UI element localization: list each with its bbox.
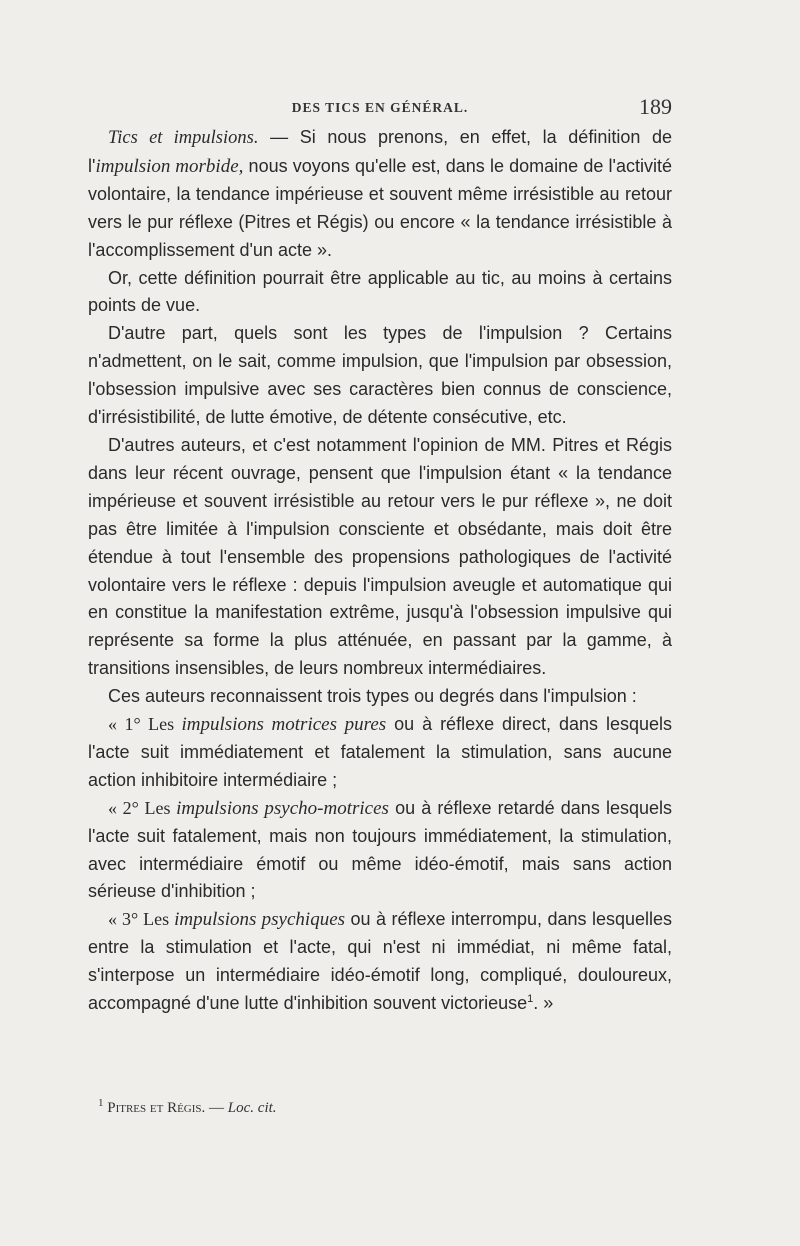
- footnote-authors: Pitres et Régis.: [107, 1100, 206, 1116]
- footnote-mark: 1: [98, 1097, 104, 1109]
- paragraph-1-text-a: — Si nous prenons, en effet, la définition de l': [88, 127, 672, 176]
- footnote-ref[interactable]: 1: [527, 993, 534, 1006]
- page-number: 189: [639, 94, 672, 119]
- paragraph-6-text: ou à réflexe direct, dans lesquels l'acte suit immédiatement et fatalement la stimulation, sans aucune action inhibitoire intermédiaire ;: [88, 714, 673, 790]
- paragraph-1: [88, 124, 672, 265]
- term-impulsion-morbide: impulsion morbide,: [95, 155, 244, 177]
- body-text: [88, 124, 672, 1018]
- footnote-ref-text: Loc. cit.: [227, 1100, 277, 1116]
- paragraph-6-lead: « 1° Les: [108, 714, 182, 735]
- paragraph-8: [88, 906, 672, 1018]
- paragraph-7-lead: « 2° Les: [108, 797, 177, 818]
- paragraph-8-text: ou à réflexe interrompu, dans lesquelles entre la stimulation et l'acte, qui n'est ni immédiat, ni même fatal, s'interpose un intermédiaire idéo-émotif long, compliqué, douloureux, accompagné d'une lutte d'inhibition souvent victorieuse: [88, 909, 673, 1014]
- footnote-dash: —: [205, 1100, 228, 1116]
- paragraph-7-text: ou à réflexe retardé dans lesquels l'acte suit fatalement, mais non toujours immédiatement, la stimulation, avec intermédiaire émotif ou même idéo-émotif, mais sans action sérieuse d'inhibition ;: [88, 797, 673, 902]
- paragraph-5: Ces auteurs reconnaissent trois types ou degrés dans l'impulsion :: [108, 686, 637, 707]
- paragraph-4: D'autres auteurs, et c'est notamment l'opinion de MM. Pitres et Régis dans leur récent ouvrage, pensent que l'impulsion étant « la tendance impérieuse et souvent irrésistible au retour vers le pur réflexe », ne doit pas être limitée à l'impulsion consciente et obsédante, mais doit être étendue à tout l'ensemble des propensions pathologiques de l'activité volontaire vers le réflexe : depuis l'impulsion aveugle et automatique qui en constitue la manifestation extrême, jusqu'à l'obsession impulsive qui représente sa forme la plus atténuée, en passant par la gamme, à transitions insensibles, de leurs nombreux intermédiaires.: [88, 434, 672, 679]
- paragraph-2: Or, cette définition pourrait être applicable au tic, au moins à certains points de vue.: [88, 267, 672, 316]
- section-title: Tics et impulsions.: [108, 128, 259, 148]
- term-impulsions-psycho-motrices: impulsions psycho-motrices: [176, 797, 389, 819]
- term-impulsions-psychiques: impulsions psychiques: [174, 909, 346, 931]
- paragraph-8-lead: « 3° Les: [108, 909, 175, 930]
- paragraph-8-end: . »: [533, 993, 554, 1014]
- running-head: DES TICS EN GÉNÉRAL.: [291, 100, 469, 115]
- paragraph-3: D'autre part, quels sont les types de l'impulsion ? Certains n'admettent, on le sait, comme impulsion, que l'impulsion par obsession, l'obsession impulsive avec ses caractères bien connus de conscience, d'irrésistibilité, de lutte émotive, de détente consécutive, etc.: [88, 323, 672, 428]
- paragraph-1-text-b: nous voyons qu'elle est, dans le domaine de l'activité volontaire, la tendance impérieuse et souvent même irrésistible au retour vers le pur réflexe (Pitres et Régis) ou encore « la tendance irrésistible à l'accomplissement d'un acte ».: [88, 155, 672, 260]
- paragraph-7: [88, 795, 672, 907]
- term-impulsions-motrices-pures: impulsions motrices pures: [181, 714, 387, 736]
- footnote: [98, 1097, 277, 1117]
- paragraph-6: [88, 711, 672, 795]
